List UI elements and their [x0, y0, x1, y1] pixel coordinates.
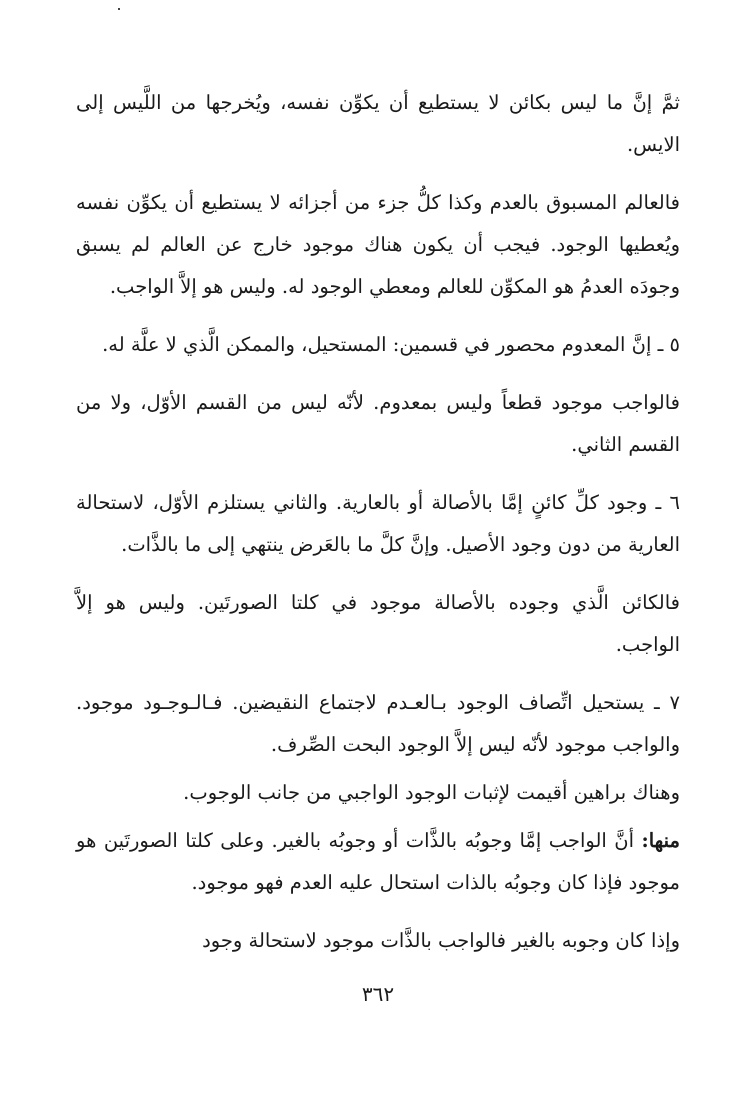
page-body [76, 82, 680, 962]
paragraph-2: فالعالم المسبوق بالعدم وكذا كلُّ جزء من أجزائه لا يستطيع أن يكوِّن نفسه ويُعطيها الوجود. فيجب أن يكون هناك موجود خارج عن العالم لم يسبق وجودَه العدمُ هو المكوِّن للعالم ومعطي الوجود له. وليس هو إلاَّ الواجب. [76, 191, 680, 298]
paragraph-9-lead: منها: [641, 829, 680, 852]
paragraph-1: ثمَّ إنَّ ما ليس بكائن لا يستطيع أن يكوِّن نفسه، ويُخرجها من اللَّيس إلى الايس. [76, 91, 680, 156]
page-number: ٣٦٢ [361, 982, 395, 1006]
paragraph-5-item-6: ٦ ـ وجود كلِّ كائنٍ إمَّا بالأصالة أو بالعارية. والثاني يستلزم الأوّل، لاستحالة العارية من دون وجود الأصيل. وإنَّ كلَّ ما بالعَرض ينتهي إلى ما بالذَّات. [76, 491, 680, 556]
paragraph-9 [76, 820, 680, 904]
paragraph-7-item-7: ٧ ـ يستحيل اتِّصاف الوجود بـالعـدم لاجتماع النقيضين. فـالـوجـود موجود. والواجب موجود لأنّه ليس إلاَّ الوجود البحت الصِّرف. [76, 691, 680, 756]
scan-speck [118, 8, 120, 10]
paragraph-3-item-5: ٥ ـ إنَّ المعدوم محصور في قسمين: المستحيل، والممكن الَّذي لا علَّة له. [102, 333, 680, 356]
paragraph-4: فالواجب موجود قطعاً وليس بمعدوم. لأنّه ليس من القسم الأوّل، ولا من القسم الثاني. [76, 391, 680, 456]
paragraph-8: وهناك براهين أقيمت لإثبات الوجود الواجبي من جانب الوجوب. [183, 781, 680, 804]
paragraph-6: فالكائن الَّذي وجوده بالأصالة موجود في كلتا الصورتَين. وليس هو إلاَّ الواجب. [76, 591, 680, 656]
paragraph-10: وإذا كان وجوبه بالغير فالواجب بالذَّات موجود لاستحالة وجود [202, 929, 680, 952]
paragraph-9-text: أنَّ الواجب إمَّا وجوبُه بالذَّات أو وجوبُه بالغير. وعلى كلتا الصورتَين هو موجود فإذا كان وجوبُه بالذات استحال عليه العدم فهو موجود. [76, 829, 680, 894]
